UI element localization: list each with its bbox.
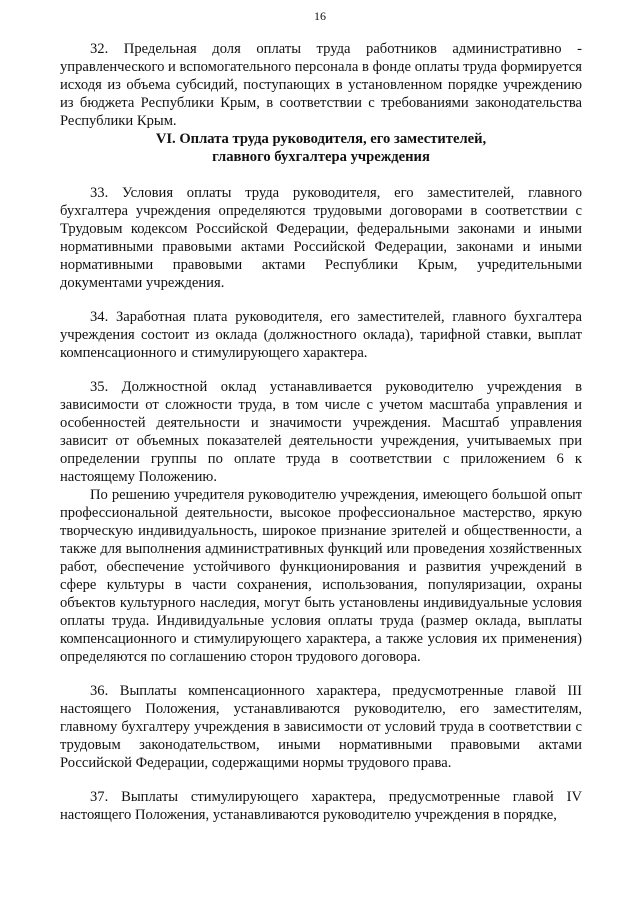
section-heading-line-1: VI. Оплата труда руководителя, его заместителей, bbox=[155, 131, 487, 147]
paragraph-35: 35. Должностной оклад устанавливается руководителю учреждения в зависимости от сложности труда, в том числе с учетом масштаба управления и особенностей деятельности и значимости учреждения. Масштаб управления зависит от объемных показателей деятельности учреждения, учитываемых при определении группы по оплате труда в соответствии с приложением 6 к настоящему Положению. bbox=[60, 379, 582, 485]
paragraph-33: 33. Условия оплаты труда руководителя, его заместителей, главного бухгалтера учреждения определяются трудовыми договорами в соответствии с Трудовым кодексом Российской Федерации, федеральными законами и иными нормативными правовыми актами Российской Федерации, законами и иными нормативными правовыми актами Республики Крым, учредительными документами учреждения. bbox=[60, 185, 582, 291]
paragraph-35-continued: По решению учредителя руководителю учреждения, имеющего большой опыт профессиональной деятельности, высокое профессиональное мастерство, яркую творческую индивидуальность, широкое признание зрителей и общественности, а также для выполнения административных функций или проведения хозяйственных работ, обеспечение устойчивого функционирования и развития учреждений в сфере культуры в части сохранения, использования, популяризации, охраны объектов культурного наследия, могут быть установлены индивидуальные условия оплаты труда. Индивидуальные условия оплаты труда (размер оклада, выплаты компенсационного и стимулирующего характера, а также условия их применения) определяются по соглашению сторон трудового договора. bbox=[60, 487, 582, 665]
paragraph-34: 34. Заработная плата руководителя, его заместителей, главного бухгалтера учреждения состоит из оклада (должностного оклада), тарифной ставки, выплат компенсационного и стимулирующего характера. bbox=[60, 309, 582, 361]
paragraph-36: 36. Выплаты компенсационного характера, предусмотренные главой III настоящего Положения, устанавливаются руководителю, его заместителям, главному бухгалтеру учреждения в зависимости от условий труда в соответствии с трудовым законодательством, иными нормативными правовыми актами Российской Федерации, содержащими нормы трудового права. bbox=[60, 683, 582, 771]
page-number: 16 bbox=[314, 9, 326, 23]
document-body bbox=[60, 40, 582, 824]
section-heading-line-2: главного бухгалтера учреждения bbox=[212, 149, 430, 165]
paragraph-32: 32. Предельная доля оплаты труда работников административно - управленческого и вспомогательного персонала в фонде оплаты труда формируется исходя из объема субсидий, поступающих в установленном порядке учреждению из бюджета Республики Крым, в соответствии с требованиями законодательства Республики Крым. bbox=[60, 41, 582, 129]
section-heading bbox=[60, 130, 582, 166]
paragraph-37: 37. Выплаты стимулирующего характера, предусмотренные главой IV настоящего Положения, устанавливаются руководителю учреждения в порядке, bbox=[60, 789, 582, 823]
